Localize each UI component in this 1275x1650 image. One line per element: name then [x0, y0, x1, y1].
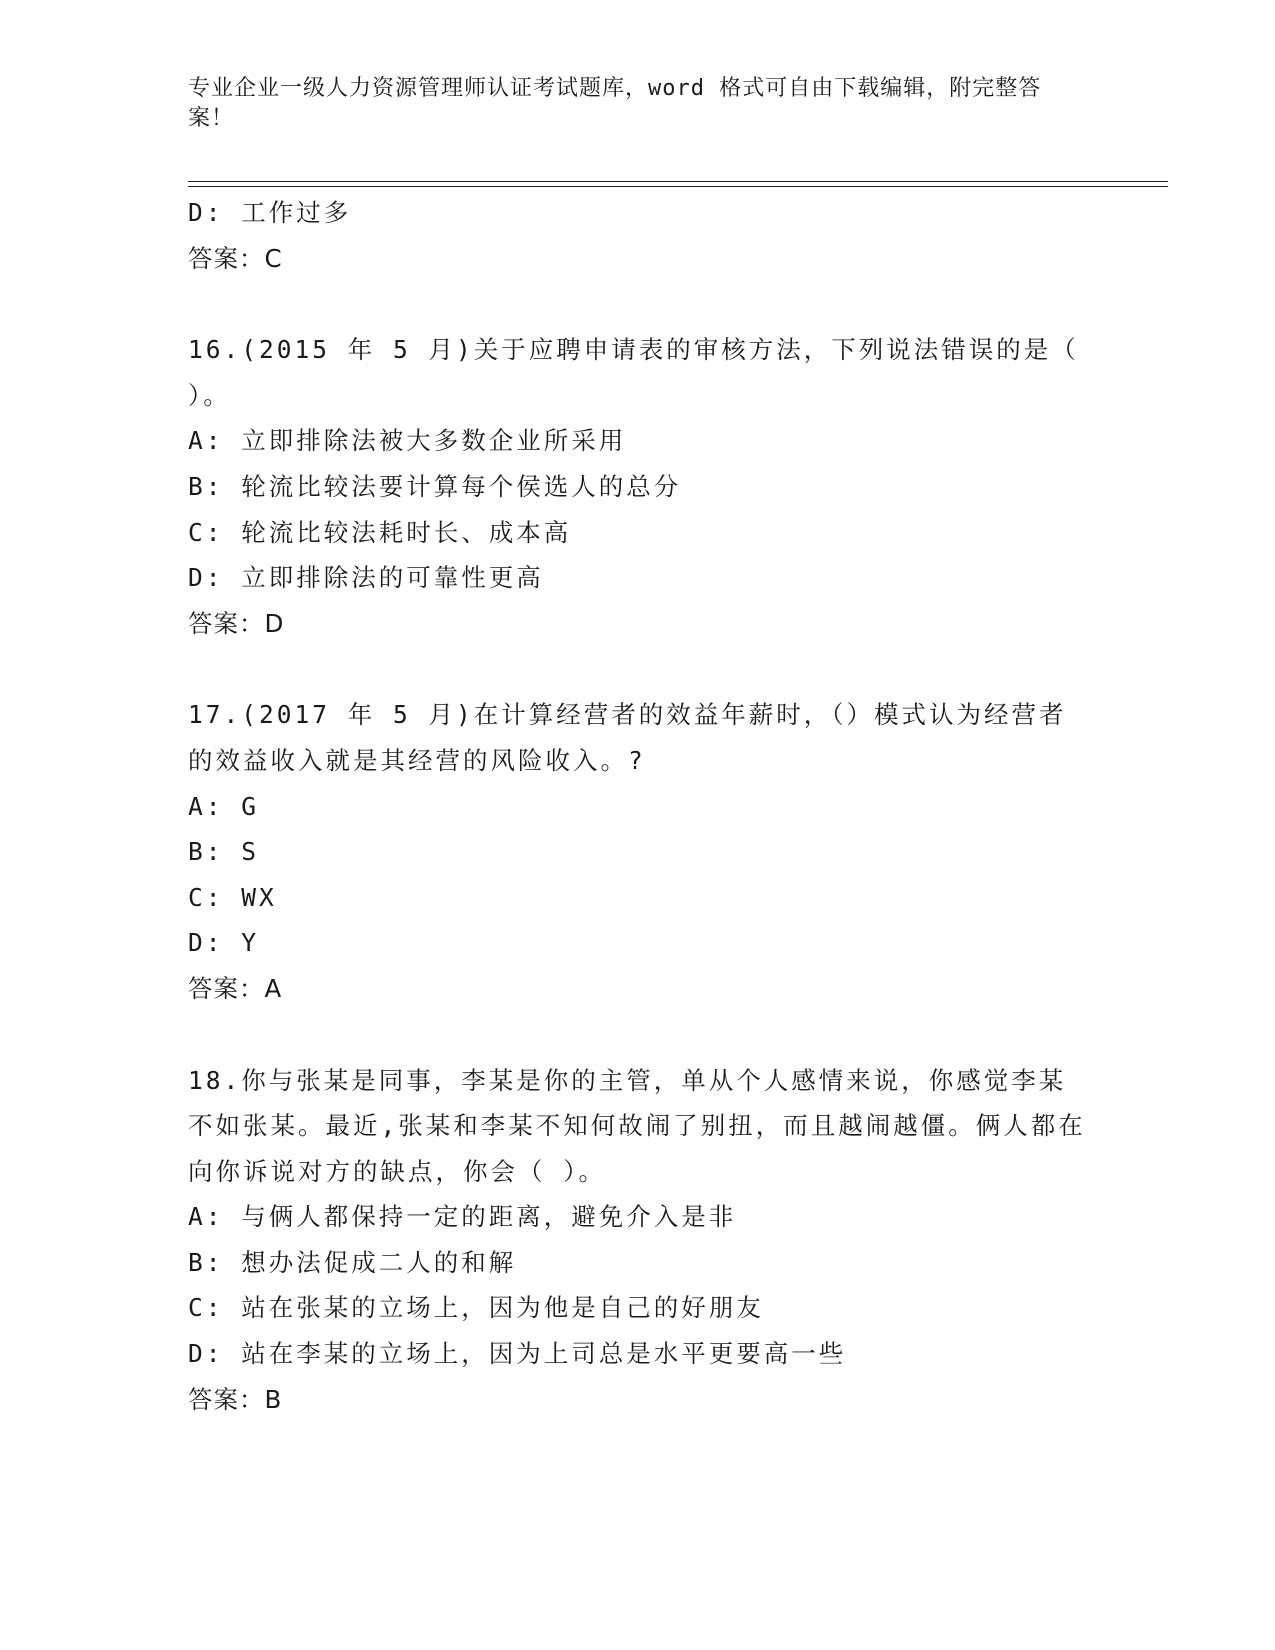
question-18 [188, 1058, 1088, 1423]
question-list [188, 190, 1088, 1422]
option-a: A: G [188, 791, 260, 821]
option-b: B: S [188, 837, 260, 867]
header-rule-bottom [188, 186, 1168, 187]
option-c: C: 站在张某的立场上，因为他是自己的好朋友 [188, 1293, 764, 1323]
answer-line: 答案：D [188, 608, 285, 638]
question-stem: 16.(2015 年 5 月)关于应聘申请表的审核方法，下列说法错误的是（ ）。 [188, 335, 1079, 410]
option-a: A: 与俩人都保持一定的距离，避免介入是非 [188, 1202, 737, 1232]
option-d: D: 立即排除法的可靠性更高 [188, 563, 544, 593]
option-d: D: Y [188, 928, 260, 958]
option-d: D: 站在李某的立场上，因为上司总是水平更要高一些 [188, 1339, 847, 1369]
answer-line: 答案：B [188, 1384, 283, 1414]
page-header: 专业企业一级人力资源管理师认证考试题库，word 格式可自由下载编辑，附完整答案！ [188, 76, 1042, 131]
answer-line: 答案：A [188, 973, 283, 1003]
previous-question-tail [188, 190, 1088, 281]
option-c: C: 轮流比较法耗时长、成本高 [188, 517, 572, 547]
question-16 [188, 327, 1088, 646]
option-c: C: WX [188, 882, 277, 912]
option-b: B: 轮流比较法要计算每个侯选人的总分 [188, 471, 682, 501]
question-stem: 18.你与张某是同事，李某是你的主管，单从个人感情来说，你感觉李某不如张某。最近,张某和李某不知何故闹了别扭，而且越闹越僵。俩人都在向你诉说对方的缺点，你会（ ）。 [188, 1065, 1086, 1186]
question-17 [188, 692, 1088, 1011]
option-b: B: 想办法促成二人的和解 [188, 1247, 517, 1277]
header-rule-top [188, 181, 1168, 182]
question-stem: 17.(2017 年 5 月)在计算经营者的效益年薪时，（）模式认为经营者的效益收入就是其经营的风险收入。? [188, 700, 1067, 775]
option-a: A: 立即排除法被大多数企业所采用 [188, 426, 627, 456]
option-d: D: 工作过多 [188, 198, 352, 227]
answer-line: 答案：C [188, 243, 283, 273]
